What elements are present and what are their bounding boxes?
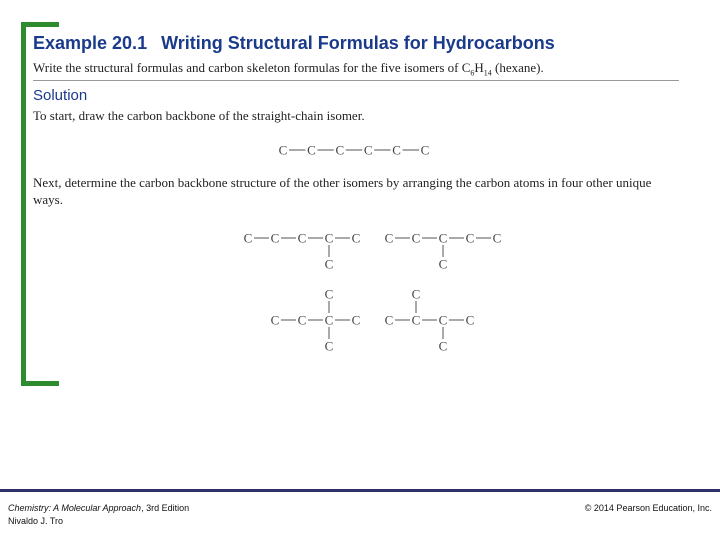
hexane-carbon-4: C [363, 142, 373, 158]
solution-step-1: To start, draw the carbon backbone of the straight-chain isomer. [33, 108, 365, 123]
isomer-d-carbon-1: C [384, 312, 394, 328]
isomer-a-carbon-1: C [243, 230, 253, 246]
isomer-a-carbon-5: C [351, 230, 361, 246]
isomer-c-carbon-4: C [351, 312, 361, 328]
isomer-c-carbon-2: C [297, 312, 307, 328]
hexane-carbon-6: C [420, 142, 430, 158]
isomer-d-carbon-2: C [411, 312, 421, 328]
isomer-c-up-branch-carbon: C [324, 286, 334, 302]
hexane-carbon-1: C [278, 142, 288, 158]
hexane-carbon-3: C [335, 142, 345, 158]
isomer-b-carbon-4: C [465, 230, 475, 246]
isomer-d-carbon-4: C [465, 312, 475, 328]
footer-book [8, 503, 189, 513]
solution-heading: Solution [33, 87, 88, 104]
prompt-text: Write the structural formulas and carbon skeleton formulas for the five isomers of C [33, 60, 471, 75]
hexane-carbon-5: C [392, 142, 401, 158]
isomer-b-carbon-1: C [384, 230, 394, 246]
isomer-c-down-branch-carbon: C [324, 338, 334, 354]
isomer-d-down-branch-carbon: C [438, 338, 448, 354]
hexane-carbon-2: C [307, 142, 316, 158]
prompt-subscript-carbon: 6 [470, 68, 475, 78]
isomer-b-branch-carbon: C [438, 256, 448, 272]
isomer-b-carbon-3: C [438, 230, 448, 246]
isomer-a-branch-carbon: C [324, 256, 334, 272]
isomer-b-carbon-5: C [492, 230, 502, 246]
isomer-a-carbon-3: C [297, 230, 307, 246]
isomer-b-carbon-2: C [411, 230, 421, 246]
isomer-a-carbon-4: C [324, 230, 334, 246]
footer-edition: , 3rd Edition [141, 503, 190, 513]
example-label: Example 20.1 [33, 33, 148, 53]
isomer-c-carbon-1: C [270, 312, 280, 328]
isomer-a-carbon-2: C [270, 230, 280, 246]
prompt-hydrogen: H [474, 60, 484, 75]
footer-author: Nivaldo J. Tro [8, 516, 64, 526]
isomer-c-carbon-3: C [324, 312, 334, 328]
footer-book-title: Chemistry: A Molecular Approach [8, 503, 142, 513]
footer-bar [0, 489, 720, 492]
example-title: Writing Structural Formulas for Hydrocarbons [161, 33, 555, 53]
isomer-d-up-branch-carbon: C [411, 286, 421, 302]
prompt-subscript-hydrogen: 14 [483, 68, 492, 78]
isomer-d-carbon-3: C [438, 312, 448, 328]
prompt-suffix: (hexane). [491, 60, 544, 75]
solution-step-2: Next, determine the carbon backbone structure of the other isomers by arranging the carbon atoms in four other unique ways. [33, 175, 652, 207]
footer-copyright: © 2014 Pearson Education, Inc. [584, 503, 712, 513]
